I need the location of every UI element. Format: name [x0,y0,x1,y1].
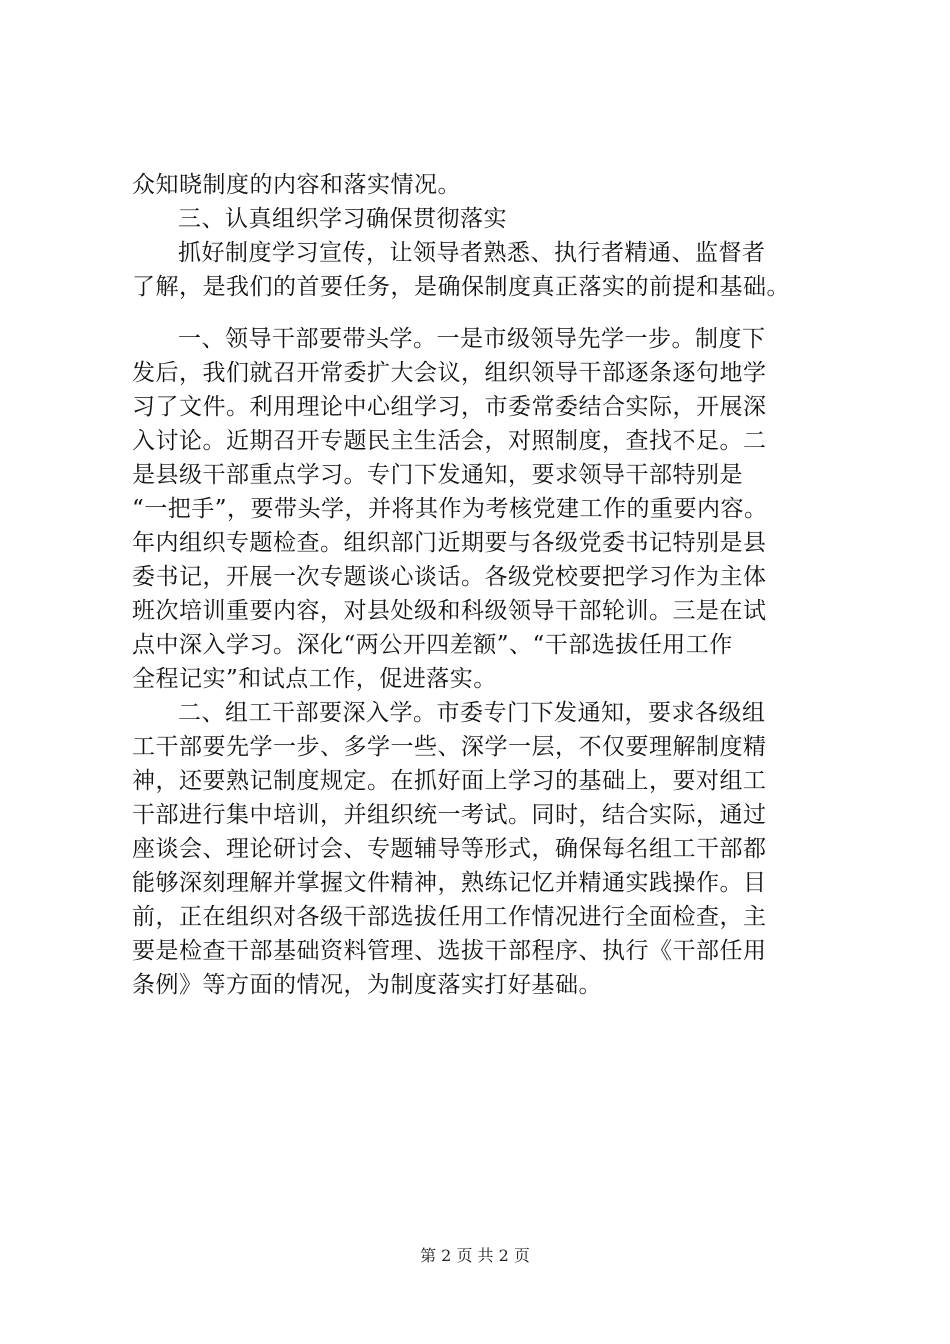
text-line: 要是检查干部基础资料管理、选拔干部程序、执行《干部任用 [132,938,767,964]
text-line: 发后，我们就召开常委扩大会议，组织领导干部逐条逐句地学 [132,360,767,386]
text-line: 全程记实”和试点工作，促进落实。 [132,666,497,692]
text-line: 神，还要熟记制度规定。在抓好面上学习的基础上，要对组工 [132,768,767,794]
document-body [132,168,832,1002]
text-line: 委书记，开展一次专题谈心谈话。各级党校要把学习作为主体 [132,564,767,590]
text-line: 二、组工干部要深入学。市委专门下发通知，要求各级组 [178,700,766,726]
paragraph-gap [132,304,832,322]
text-line: 班次培训重要内容，对县处级和科级领导干部轮训。三是在试 [132,598,767,624]
text-line: 能够深刻理解并掌握文件精神，熟练记忆并精通实践操作。目 [132,870,767,896]
page-number-label: 第 2 页 共 2 页 [420,1246,530,1265]
text-line: 干部进行集中培训，并组织统一考试。同时，结合实际，通过 [132,802,767,828]
text-line: 众知晓制度的内容和落实情况。 [132,172,461,198]
text-line: 条例》等方面的情况，为制度落实打好基础。 [132,972,602,998]
section-heading: 三、认真组织学习确保贯彻落实 [178,206,507,232]
text-line: 点中深入学习。深化“两公开四差额”、“干部选拔任用工作 [132,632,733,658]
text-line: “一把手”，要带头学，并将其作为考核党建工作的重要内容。 [132,496,768,522]
text-line: 年内组织专题检查。组织部门近期要与各级党委书记特别是县 [132,530,767,556]
page-footer [0,1246,950,1266]
text-line: 了解，是我们的首要任务，是确保制度真正落实的前提和基础。 [132,274,790,300]
text-line: 是县级干部重点学习。专门下发通知，要求领导干部特别是 [132,462,743,488]
text-line: 一、领导干部要带头学。一是市级领导先学一步。制度下 [178,326,766,352]
text-line: 座谈会、理论研讨会、专题辅导等形式，确保每名组工干部都 [132,836,767,862]
text-line: 习了文件。利用理论中心组学习，市委常委结合实际，开展深 [132,394,767,420]
text-line: 前，正在组织对各级干部选拔任用工作情况进行全面检查，主 [132,904,767,930]
text-line: 抓好制度学习宣传，让领导者熟悉、执行者精通、监督者 [178,240,766,266]
text-line: 入讨论。近期召开专题民主生活会，对照制度，查找不足。二 [132,428,767,454]
text-line: 工干部要先学一步、多学一些、深学一层，不仅要理解制度精 [132,734,767,760]
